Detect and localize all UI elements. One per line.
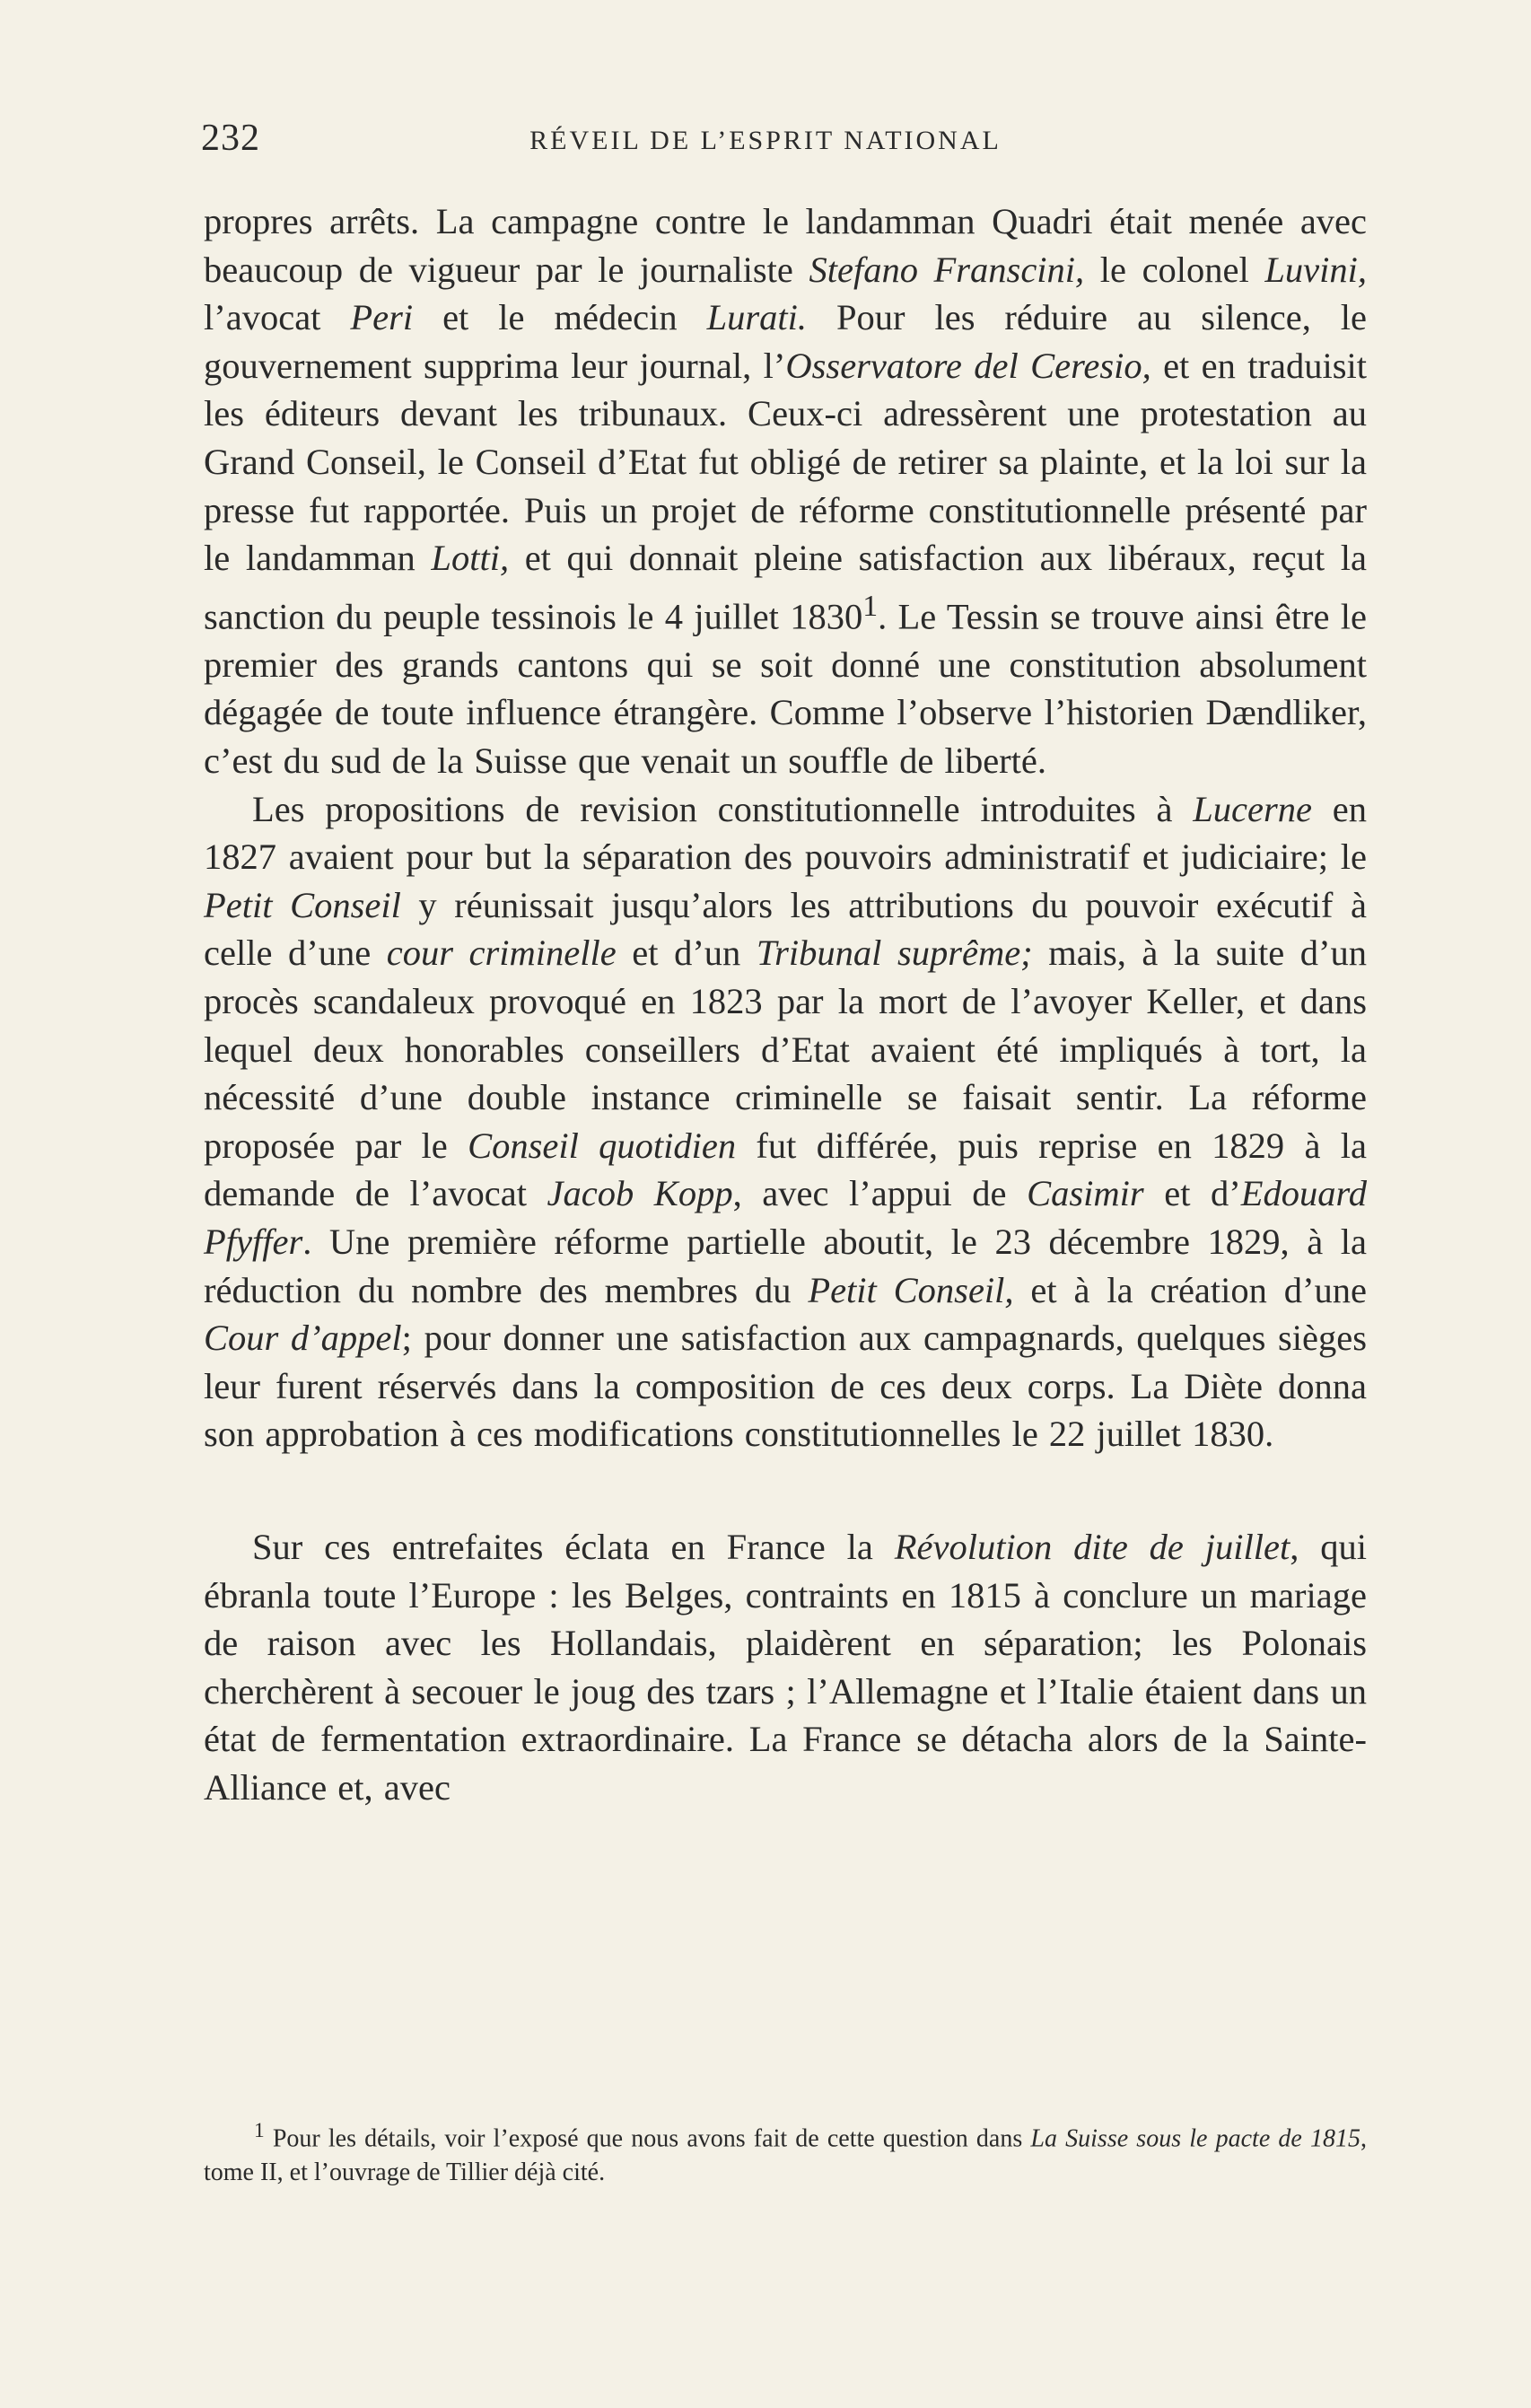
page-number: 232 [201,118,260,159]
text-span: , avec l’appui de [732,1173,1028,1214]
italic-span: Edouard Pfyffer [204,1173,1368,1262]
text-span: , tome II, et l’ouvrage de Tillier déjà cité. [204,2124,1368,2187]
italic-span: Luvini, [1264,249,1367,290]
text-span: mais, à la suite d’un procès scandaleux provoqué en 1823 par la mort de l’avoyer Keller, et dans lequel deux honorables conseillers d’Etat avaient été impliqués à tort, la nécessité d’une double instance criminelle se faisait sentir. La réforme proposée par le [204,933,1367,1166]
paragraph-1 [204,197,1367,785]
text-span: l’avocat [204,297,351,338]
text-span: et en traduisit les éditeurs devant les tribunaux. Ceux-ci adressèrent une protestation au Grand Conseil, le Conseil d’Etat fut obligé de retirer sa plainte, et la loi sur la presse fut rapportée. Puis un projet de réforme constitutionnelle présenté par le landamman [204,345,1368,579]
italic-span: cour criminelle [386,933,617,974]
paragraph-2 [204,785,1367,1458]
italic-span: Casimir [1027,1173,1144,1214]
text-span: en 1827 avaient pour but la séparation des pouvoirs administratif et judiciaire; le [204,788,1367,878]
text-span: et d’un [616,933,757,974]
italic-span: Petit Conseil [204,884,401,925]
footnote-reference: 1 [862,589,879,623]
text-span: et qui donnait pleine satisfaction aux libéraux, reçut la sanction du peuple tessinois le 4 juillet 1830 [204,538,1368,637]
italic-span: Révolution dite de juillet [894,1526,1290,1567]
italic-span: Lotti, [431,538,510,579]
text-span: et à la création d’une [1013,1269,1367,1310]
text-span: propres arrêts. La campagne contre le landamman Quadri était menée avec beaucoup de vigueur par le journaliste [204,201,1367,290]
italic-span: La Suisse sous le pacte de 1815 [1030,2124,1361,2153]
text-span: . Le Tessin se trouve ainsi être le premier des grands cantons qui se soit donné une constitution absolument dégagée de toute influence étrangère. Comme l’observe l’historien Dændliker, c’est du sud de la Suisse que venait un souffle de liberté. [204,596,1367,782]
text-span: Sur ces entrefaites éclata en France la [252,1526,895,1567]
text-span: fut différée, puis reprise en 1829 à la demande de l’avocat [204,1125,1367,1214]
italic-span: Peri [350,297,414,338]
text-span: Pour les réduire au silence, le gouvernement supprima leur journal, l’ [204,297,1368,386]
text-span: Les propositions de revision constitutionnelle introduites à [252,788,1194,829]
footnote-mark: 1 [254,2119,265,2142]
italic-span: Lucerne [1193,788,1312,829]
footnote [204,2114,1367,2190]
italic-span: Lurati. [706,297,808,338]
italic-span: Petit Conseil, [808,1269,1014,1310]
italic-span: Tribunal suprême; [756,933,1033,974]
text-span: y réunissait jusqu’alors les attributions du pouvoir exécutif à celle d’une [204,884,1367,974]
text-span: Pour les détails, voir l’exposé que nous avons fait de cette question dans [264,2124,1031,2153]
text-span: et le médecin [413,297,707,338]
italic-span: Cour d’appel [204,1318,402,1359]
italic-span: Jacob Kopp [547,1173,733,1214]
text-span: , qui ébranla toute l’Europe : les Belges, contraints en 1815 à conclure un mariage de raison avec les Hollandais, plaidèrent en séparation; les Polonais cherchèrent à secouer le joug des tzars ; l’Allemagne et l’Italie étaient dans un état de fermentation extraordinaire. La France se détacha alors de la Sainte-Alliance et, avec [204,1526,1367,1808]
body-text [204,197,1367,1812]
text-span: . Une première réforme partielle aboutit, le 23 décembre 1829, à la réduction du nombre des membres du [204,1221,1367,1310]
text-span: et d’ [1143,1173,1241,1214]
paragraph-3 [204,1523,1367,1812]
italic-span: Osservatore del Ceresio, [785,345,1151,386]
italic-span: Stefano Franscini, [809,249,1085,290]
text-span: ; pour donner une satisfaction aux campagnards, quelques sièges leur furent réservés dans la composition de ces deux corps. La Diète donna son approbation à ces modifications constitutionnelles le 22 juillet 1830. [204,1318,1367,1455]
italic-span: Conseil quotidien [468,1125,737,1166]
text-span: le colonel [1084,249,1265,290]
running-head: RÉVEIL DE L’ESPRIT NATIONAL [529,126,1002,155]
